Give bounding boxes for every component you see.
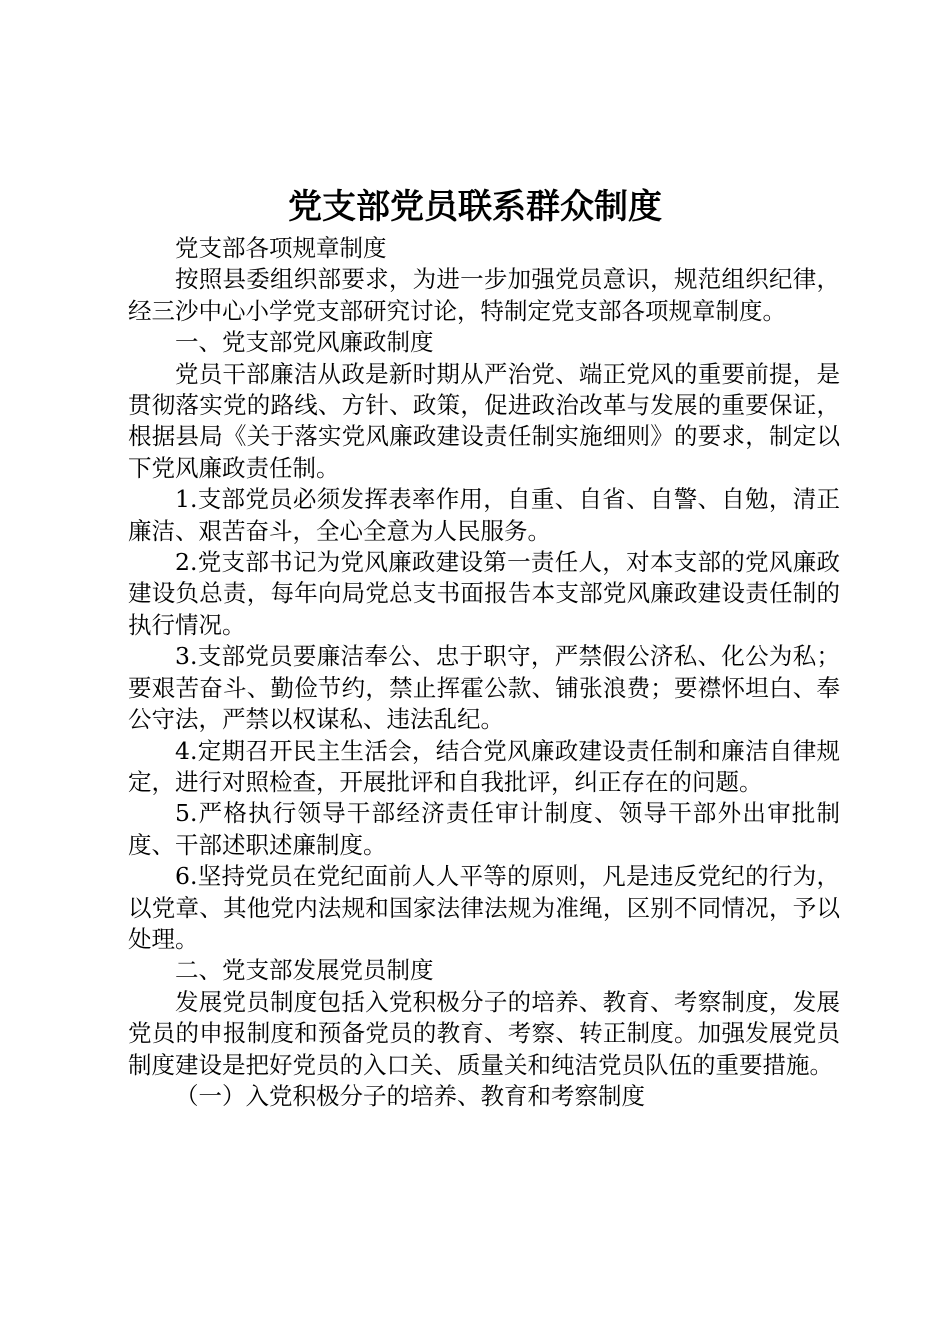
section-heading-rules: 党支部各项规章制度 xyxy=(175,234,387,262)
list-item-3: 3.支部党员要廉洁奉公、忠于职守，严禁假公济私、化公为私；要艰苦奋斗、勤俭节约，禁止挥霍公款、铺张浪费；要襟怀坦白、奉公守法，严禁以权谋私、违法乱纪。 xyxy=(128,642,840,734)
section-heading-integrity: 一、党支部党风廉政制度 xyxy=(175,328,434,357)
section-heading-development: 二、党支部发展党员制度 xyxy=(175,956,434,985)
list-item-2: 2.党支部书记为党风廉政建设第一责任人，对本支部的党风廉政建设负总责，每年向局党总支书面报告本支部党风廉政建设责任制的执行情况。 xyxy=(128,548,840,639)
list-item-4: 4.定期召开民主生活会，结合党风廉政建设责任制和廉洁自律规定，进行对照检查，开展批评和自我批评，纠正存在的问题。 xyxy=(128,736,840,796)
document-body xyxy=(128,233,840,1112)
integrity-paragraph: 党员干部廉洁从政是新时期从严治党、端正党风的重要前提，是贯彻落实党的路线、方针、政策，促进政治改革与发展的重要保证，根据县局《关于落实党风廉政建设责任制实施细则》的要求，制定以下党风廉政责任制。 xyxy=(128,359,840,482)
document-title: 党支部党员联系群众制度 xyxy=(288,187,662,227)
list-item-1: 1.支部党员必须发挥表率作用，自重、自省、自警、自勉，清正廉洁、艰苦奋斗，全心全意为人民服务。 xyxy=(128,485,840,545)
intro-paragraph: 按照县委组织部要求，为进一步加强党员意识，规范组织纪律，经三沙中心小学党支部研究讨论，特制定党支部各项规章制度。 xyxy=(128,265,840,325)
list-item-5: 5.严格执行领导干部经济责任审计制度、领导干部外出审批制度、干部述职述廉制度。 xyxy=(128,799,840,859)
development-paragraph: 发展党员制度包括入党积极分子的培养、教育、考察制度，发展党员的申报制度和预备党员的教育、考察、转正制度。加强发展党员制度建设是把好党员的入口关、质量关和纯洁党员队伍的重要措施。 xyxy=(128,987,840,1079)
list-item-6: 6.坚持党员在党纪面前人人平等的原则，凡是违反党纪的行为，以党章、其他党内法规和国家法律法规为准绳，区别不同情况，予以处理。 xyxy=(128,862,840,953)
subsection-heading-activists: （一）入党积极分子的培养、教育和考察制度 xyxy=(175,1081,645,1110)
